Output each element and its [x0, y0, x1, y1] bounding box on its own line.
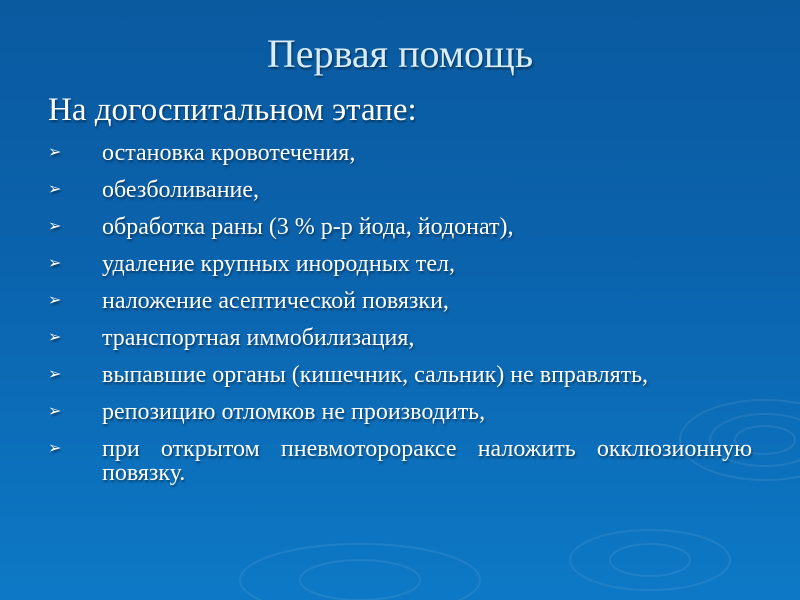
arrow-bullet-icon: ➢ — [48, 255, 62, 272]
list-item — [48, 437, 752, 485]
arrow-bullet-icon: ➢ — [48, 329, 62, 346]
list-item — [48, 326, 752, 350]
list-item — [48, 215, 752, 239]
list-item — [48, 400, 752, 424]
list-item-text: выпавшие органы (кишечник, сальник) не вправлять, — [102, 362, 649, 388]
list-item-text: транспортная иммобилизация, — [102, 325, 415, 351]
list-item — [48, 289, 752, 313]
list-item-text: при открытом пневмоторораксе наложить окклюзионную повязку. — [102, 436, 752, 486]
arrow-bullet-icon: ➢ — [48, 366, 62, 383]
list-item-text: удаление крупных инородных тел, — [102, 251, 455, 277]
list-item-text: наложение асептической повязки, — [102, 288, 449, 314]
list-item — [48, 363, 752, 387]
arrow-bullet-icon: ➢ — [48, 292, 62, 309]
bullet-list — [48, 141, 752, 498]
list-item — [48, 141, 752, 165]
list-item-text: репозицию отломков не производить, — [102, 399, 486, 425]
list-item-text: обработка раны (3 % р-р йода, йодонат), — [102, 214, 514, 240]
list-item-text: остановка кровотечения, — [102, 140, 356, 166]
arrow-bullet-icon: ➢ — [48, 218, 62, 235]
list-item — [48, 178, 752, 202]
arrow-bullet-icon: ➢ — [48, 403, 62, 420]
slide-subtitle: На догоспитальном этапе: — [48, 92, 417, 128]
arrow-bullet-icon: ➢ — [48, 440, 62, 457]
list-item-text: обезболивание, — [102, 177, 260, 203]
list-item — [48, 252, 752, 276]
arrow-bullet-icon: ➢ — [48, 181, 62, 198]
arrow-bullet-icon: ➢ — [48, 144, 62, 161]
slide-title: Первая помощь — [266, 31, 534, 76]
